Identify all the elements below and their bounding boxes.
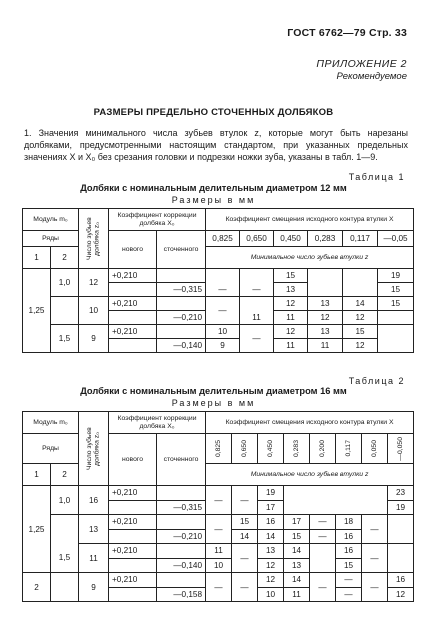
t2-r2-a4: —: [310, 515, 336, 530]
t1-r3-b3: 11: [308, 339, 343, 353]
page-header: ГОСТ 6762—79 Стр. 33: [287, 27, 407, 39]
t2-r2-a1: 15: [232, 515, 258, 530]
t2-shift-6: 0,050: [362, 434, 388, 464]
t1-r3-worn: —0,140: [157, 339, 206, 353]
t2-shift-0: 0,825: [206, 434, 232, 464]
table1-title: Долбяки с номинальным делительным диаметром 12 мм: [80, 183, 347, 193]
t1-r2-a1: 12: [274, 297, 308, 311]
t1-r1-a1: [240, 269, 274, 283]
t1-r1-a0: [206, 269, 240, 283]
t2-h-coef: Коэффициент коррекции долбяка X₀: [109, 412, 206, 434]
t2-r3-b5: 15: [336, 558, 362, 573]
t1-h-new: нового: [109, 231, 157, 269]
t2-r2-b4: —: [310, 529, 336, 544]
t1-shift-1: 0,650: [240, 231, 274, 247]
t1-r1-m1: [23, 269, 51, 283]
t2-r4-b5: —: [336, 587, 362, 602]
t2-shift-5: 0,117: [336, 434, 362, 464]
t2-r3-a2: 13: [258, 544, 284, 559]
t1-r3-a0: 10: [206, 325, 240, 339]
table2-subtitle: Размеры в мм: [171, 398, 256, 408]
t1-r1-m2: 1,0: [51, 269, 79, 297]
t1-h-coef: Коэффициент коррекции долбяка X₀: [109, 209, 206, 231]
t2-r3-a1: —: [232, 544, 258, 573]
t1-r2-worn: —0,210: [157, 311, 206, 325]
t2-r4-a1: —: [232, 573, 258, 602]
t1-shift-5: —0,05: [378, 231, 414, 247]
t1-r2-a4: 15: [378, 297, 414, 311]
t2-h-worn: сточенного: [157, 434, 206, 486]
t1-h-teeth: Число зубьев долбяка z₀: [79, 209, 109, 269]
t2-r2-a2: 16: [258, 515, 284, 530]
t2-shift-2: 0,450: [258, 434, 284, 464]
t1-r2-dash: —: [206, 297, 240, 325]
t2-r4-b3: 11: [284, 587, 310, 602]
t2-r2-a6: —: [362, 515, 388, 544]
t1-r3-b2: 11: [274, 339, 308, 353]
t1-r1-z: 12: [79, 269, 109, 297]
t2-r3-b3: 13: [284, 558, 310, 573]
appendix-note: Рекомендуемое: [336, 71, 407, 82]
t2-r2-new: +0,210: [109, 515, 157, 530]
t2-r4-new: +0,210: [109, 573, 157, 588]
t2-r3-a6: —: [362, 544, 388, 573]
t2-r4-a2: 12: [258, 573, 284, 588]
t1-shift-0: 0,825: [206, 231, 240, 247]
t2-r1-z: 16: [79, 486, 109, 515]
t2-r2-m1: 1,25: [23, 515, 51, 544]
table2: [22, 411, 414, 602]
t2-r4-worn: —0,158: [157, 587, 206, 602]
t1-r1-b2: 13: [274, 283, 308, 297]
t1-r1-a2: 15: [274, 269, 308, 283]
t2-r4-a4: —: [310, 573, 336, 602]
t1-r2-b3: 12: [343, 311, 378, 325]
t2-h-rows: Ряды: [23, 434, 79, 464]
t2-r1-m2: 1,0: [51, 486, 79, 515]
t1-r2-b4: [378, 311, 414, 325]
t1-r1-b5: 15: [378, 283, 414, 297]
t2-r4-a3: 14: [284, 573, 310, 588]
t1-r3-m2: 1,5: [51, 325, 79, 353]
t2-shift-4: 0,200: [310, 434, 336, 464]
t1-r1-b4: [343, 283, 378, 297]
t1-r1-new: +0,210: [109, 269, 157, 283]
t2-r3-new: +0,210: [109, 544, 157, 559]
t1-r2-m1: 1,25: [23, 297, 51, 325]
t1-r2-new: +0,210: [109, 297, 157, 311]
t1-h-rows: Ряды: [23, 231, 79, 247]
t2-r4-z: 9: [79, 573, 109, 602]
t2-r1-new: +0,210: [109, 486, 157, 501]
t2-r3-a0: 11: [206, 544, 232, 559]
t1-h-worn: сточенного: [157, 231, 206, 269]
t1-shift-2: 0,450: [274, 231, 308, 247]
t1-r1-b3: [308, 283, 343, 297]
t2-h-min: Минимальное число зубьев втулки z: [206, 464, 414, 486]
t1-shift-3: 0,283: [308, 231, 343, 247]
t1-r1-b1: —: [240, 283, 274, 297]
table1-label: Таблица 1: [348, 172, 405, 182]
t2-r2-a5: 18: [336, 515, 362, 530]
t1-r2-a2: 13: [308, 297, 343, 311]
t2-h-row2: 2: [51, 464, 79, 486]
t2-r2-a0: —: [206, 515, 232, 544]
table1-subtitle: Размеры в мм: [171, 195, 256, 205]
t2-r3-a3: 14: [284, 544, 310, 559]
t1-h-row2: 2: [51, 247, 79, 269]
t2-r2-a3: 17: [284, 515, 310, 530]
t2-r2-b5: 16: [336, 529, 362, 544]
table1: [22, 208, 414, 353]
t1-r2-a0: [240, 297, 274, 311]
t2-r2-worn: —0,210: [157, 529, 206, 544]
t2-r1-worn: —0,315: [157, 500, 206, 515]
t2-h-shift: Коэффициент смещения исходного контура втулки X: [206, 412, 414, 434]
t1-r3-a4: 15: [343, 325, 378, 339]
t2-r1-b2: 17: [258, 500, 284, 515]
t2-r3-worn: —0,140: [157, 558, 206, 573]
t1-h-module: Модуль m₀: [23, 209, 79, 231]
t2-h-teeth: Число зубьев долбяка z₀: [79, 412, 109, 486]
t2-shift-7: —0,050: [388, 434, 414, 464]
t2-r2-z: 13: [79, 515, 109, 544]
t2-r2-b2: 14: [258, 529, 284, 544]
t2-r3-b2: 12: [258, 558, 284, 573]
section-title: РАЗМЕРЫ ПРЕДЕЛЬНО СТОЧЕННЫХ ДОЛБЯКОВ: [93, 107, 334, 118]
t1-r1-a3: [308, 269, 343, 283]
t2-r3-z: 11: [79, 544, 109, 573]
intro-paragraph: 1. Значения минимального числа зубьев втулок z, которые могут быть нарезаны долбяками, предусмотренными настоящим стандартом, при указанных предельных значениях X и X₀ без срезания головки и подрезки ножки зуба, указаны в табл. 1—9.: [24, 128, 408, 163]
t1-h-row1: 1: [23, 247, 51, 269]
t2-r4-a6: —: [362, 573, 388, 602]
table2-label: Таблица 2: [348, 376, 405, 386]
t2-r2-b1: 14: [232, 529, 258, 544]
t1-r1-a5: 19: [378, 269, 414, 283]
t1-shift-4: 0,117: [343, 231, 378, 247]
appendix-title: ПРИЛОЖЕНИЕ 2: [316, 58, 407, 70]
t1-r3-dash: —: [240, 325, 274, 353]
t1-r3-b4: 12: [343, 339, 378, 353]
t2-r1-a0: —: [206, 486, 232, 515]
t1-r2-z: 10: [79, 297, 109, 325]
t1-r3-a3: 13: [308, 325, 343, 339]
t2-r4-b7: 12: [388, 587, 414, 602]
t2-r1-a1: —: [232, 486, 258, 515]
t1-r3-a2: 12: [274, 325, 308, 339]
t2-r4-a0: —: [206, 573, 232, 602]
t2-r1-a2: 19: [258, 486, 284, 501]
t2-r4-b2: 10: [258, 587, 284, 602]
t2-shift-3: 0,283: [284, 434, 310, 464]
t1-r2-b0: 11: [240, 311, 274, 325]
t1-r2-b2: 12: [308, 311, 343, 325]
t1-r2-a3: 14: [343, 297, 378, 311]
t1-h-shift: Коэффициент смещения исходного контура втулки X: [206, 209, 414, 231]
t2-h-row1: 1: [23, 464, 51, 486]
t2-r2-b3: 15: [284, 529, 310, 544]
t1-r1-a4: [343, 269, 378, 283]
t1-r1-worn: —0,315: [157, 283, 206, 297]
table2-title: Долбяки с номинальным делительным диаметром 16 мм: [80, 386, 347, 396]
t2-r4-a5: —: [336, 573, 362, 588]
t2-r3-m2: 1,5: [51, 544, 79, 573]
t1-r3-b0: 9: [206, 339, 240, 353]
t1-r3-z: 9: [79, 325, 109, 353]
t1-r1-worn-top: [157, 269, 206, 283]
t1-h-min: Минимальное число зубьев втулки z: [206, 247, 414, 269]
appendix-heading: [316, 58, 407, 82]
t2-r4-m1: 2: [23, 573, 51, 602]
t2-h-new: нового: [109, 434, 157, 486]
t1-r1-b0: —: [206, 283, 240, 297]
t2-r3-a5: 16: [336, 544, 362, 559]
t2-r1-a7: 23: [388, 486, 414, 501]
t2-shift-1: 0,650: [232, 434, 258, 464]
t2-r1-b7: 19: [388, 500, 414, 515]
t2-r3-b0: 10: [206, 558, 232, 573]
t2-h-module: Модуль m₀: [23, 412, 79, 434]
t2-r4-a7: 16: [388, 573, 414, 588]
t1-r2-b1: 11: [274, 311, 308, 325]
t1-r3-new: +0,210: [109, 325, 157, 339]
